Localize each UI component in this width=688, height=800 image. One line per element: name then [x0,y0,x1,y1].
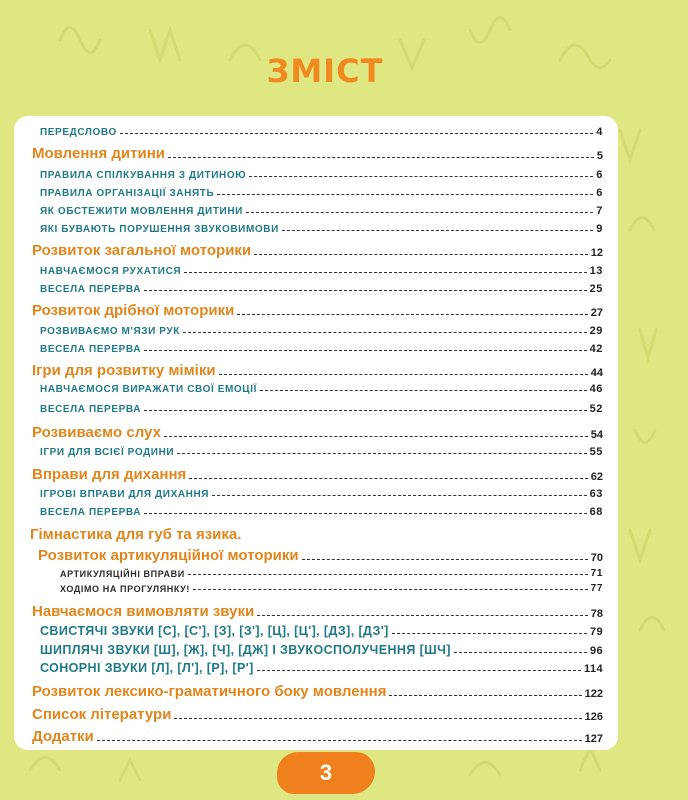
toc-entry[interactable] [40,446,603,458]
toc-entry-label: Мовлення дитини [32,145,165,162]
toc-entry[interactable] [40,661,603,675]
toc-entry[interactable] [40,403,603,415]
toc-entry-label: ШИПЛЯЧІ ЗВУКИ [Ш], [Ж], [Ч], [ДЖ] І ЗВУКОСПОЛУЧЕННЯ [ШЧ] [40,643,451,657]
toc-entry[interactable] [32,145,603,162]
toc-entry-label: СВИСТЯЧІ ЗВУКИ [С], [С'], [З], [З'], [Ц], [Ц'], [ДЗ], [ДЗ'] [40,624,389,638]
toc-entry-label: НАВЧАЄМОСЯ РУХАТИСЯ [40,266,182,277]
dot-leader [257,615,588,616]
dot-leader [144,410,587,411]
toc-entry-label: ВЕСЕЛА ПЕРЕРВА [40,404,142,415]
toc-entry-page: 96 [589,645,603,657]
toc-entry[interactable] [32,242,603,259]
toc-entry-label: ВЕСЕЛА ПЕРЕРВА [40,507,142,518]
toc-entry-label: Список літератури [32,706,172,723]
toc-entry-page: 12 [590,247,603,259]
dot-leader [257,670,581,671]
toc-entry-label: ІГРОВІ ВПРАВИ ДЛЯ ДИХАННЯ [40,489,210,500]
page-title: ЗМІСТ [266,52,384,90]
dot-leader [193,589,588,590]
toc-entry-page: 52 [589,403,603,415]
toc-entry[interactable] [60,568,603,579]
toc-entry[interactable] [40,187,603,199]
toc-entry-label: Вправи для дихання [32,466,187,483]
toc-entry[interactable] [40,506,603,518]
toc-entry-page: 27 [590,307,603,319]
dot-leader [168,157,594,158]
toc-entry-page: 7 [596,205,603,217]
toc-entry-page: 25 [589,283,603,295]
toc-entry-page: 42 [589,343,603,355]
toc-entry-label: Розвиваємо слух [32,424,161,441]
dot-leader [188,574,588,575]
dot-leader [389,695,581,696]
toc-entry-label: ЯК ОБСТЕЖИТИ МОВЛЕННЯ ДИТИНИ [40,206,243,217]
toc-entry-page: 68 [589,506,603,518]
toc-entry-label: ПРАВИЛА СПІЛКУВАННЯ З ДИТИНОЮ [40,170,247,181]
dot-leader [184,272,586,273]
toc-entry-page: 29 [589,325,603,337]
toc-entry[interactable] [32,603,603,620]
toc-entry[interactable] [32,466,603,483]
toc-entry[interactable] [40,343,603,355]
toc-entry[interactable] [32,706,603,723]
toc-entry-page: 13 [589,265,603,277]
dot-leader [282,230,593,231]
toc-entry-label: Розвиток артикуляційної моторики [38,547,299,564]
toc-entry[interactable] [40,223,603,235]
toc-entry[interactable] [40,383,603,395]
toc-entry-page: 54 [590,429,603,441]
toc-entry[interactable] [40,488,603,500]
toc-entry-page: 114 [584,663,603,675]
dot-leader [183,332,587,333]
toc-entry-page: 6 [596,169,603,181]
toc-entry[interactable] [32,424,603,441]
dot-leader [237,314,587,315]
toc-entry-page: 6 [596,187,603,199]
dot-leader [302,559,588,560]
toc-entry[interactable] [40,643,603,657]
dot-leader [217,194,593,195]
toc-entry[interactable] [32,362,603,379]
toc-entry-label: РОЗВИВАЄМО М'ЯЗИ РУК [40,326,180,337]
dot-leader [189,478,587,479]
toc-entry-label: ПРАВИЛА ОРГАНІЗАЦІЇ ЗАНЯТЬ [40,188,215,199]
toc-entry-page: 4 [596,126,603,138]
dot-leader [144,350,587,351]
toc-entry-label: Додатки [32,728,94,745]
page-number: 3 [319,760,333,785]
page-number-badge [277,752,375,794]
toc-entry-page: 78 [590,608,603,620]
toc-entry-label: НАВЧАЄМОСЯ ВИРАЖАТИ СВОЇ ЕМОЦІЇ [40,384,257,395]
toc-entry[interactable] [40,624,603,638]
toc-entry-page: 9 [596,223,603,235]
toc-entry[interactable] [40,325,603,337]
toc-entry-page: 126 [584,711,603,723]
dot-leader [144,513,587,514]
dot-leader [97,740,582,741]
toc-entry-page: 127 [584,733,603,745]
toc-entry-page: 5 [596,150,603,162]
toc-entry-label: ПЕРЕДСЛОВО [40,127,117,138]
toc-entry-page: 77 [590,583,603,594]
dot-leader [177,453,586,454]
dot-leader [212,495,586,496]
toc-entry-label: Розвиток лексико-граматичного боку мовлення [32,683,387,700]
toc-entry-label: Навчаємося вимовляти звуки [32,603,255,620]
toc-entry-label: Ігри для розвитку міміки [32,362,216,379]
toc-entry-label: АРТИКУЛЯЦІЙНІ ВПРАВИ [60,569,185,579]
toc-entry[interactable] [32,302,603,319]
toc-entry-page: 63 [589,488,603,500]
toc-entry-label: СОНОРНІ ЗВУКИ [Л], [Л'], [Р], [Р'] [40,661,254,675]
toc-entry-label: ВЕСЕЛА ПЕРЕРВА [40,344,142,355]
dot-leader [454,652,587,653]
dot-leader [120,133,593,134]
toc-entry[interactable] [40,126,603,138]
toc-entry-page: 44 [590,367,603,379]
toc-entry[interactable] [32,683,603,700]
toc-entry[interactable] [32,728,603,745]
dot-leader [260,390,587,391]
toc-entry [30,526,603,543]
toc-entry-label: Розвиток загальної моторики [32,242,252,259]
toc-entry[interactable] [40,265,603,277]
toc-entry-page: 70 [590,552,603,564]
dot-leader [219,374,588,375]
toc-entry[interactable] [40,205,603,217]
dot-leader [249,176,593,177]
toc-entry-page: 62 [590,471,603,483]
toc-entry-label: ВЕСЕЛА ПЕРЕРВА [40,284,142,295]
toc-entry-page: 71 [590,568,603,579]
dot-leader [144,290,587,291]
toc-entry-label: Розвиток дрібної моторики [32,302,235,319]
toc-entry[interactable] [38,547,603,564]
dot-leader [254,254,588,255]
toc-entry-label: Гімнастика для губ та язика. [30,526,242,543]
toc-entry[interactable] [40,283,603,295]
toc-entry[interactable] [60,583,603,594]
dot-leader [174,718,581,719]
toc-entry-page: 122 [584,688,603,700]
toc-entry-page: 46 [589,383,603,395]
toc-entry-label: ЯКІ БУВАЮТЬ ПОРУШЕННЯ ЗВУКОВИМОВИ [40,224,279,235]
dot-leader [392,633,587,634]
toc-entry[interactable] [40,169,603,181]
toc-entry-page: 55 [589,446,603,458]
dot-leader [246,212,593,213]
toc-entry-page: 79 [589,626,603,638]
dot-leader [164,436,588,437]
toc-entry-label: ІГРИ ДЛЯ ВСІЄЇ РОДИНИ [40,447,175,458]
toc-entry-label: ХОДІМО НА ПРОГУЛЯНКУ! [60,584,190,594]
